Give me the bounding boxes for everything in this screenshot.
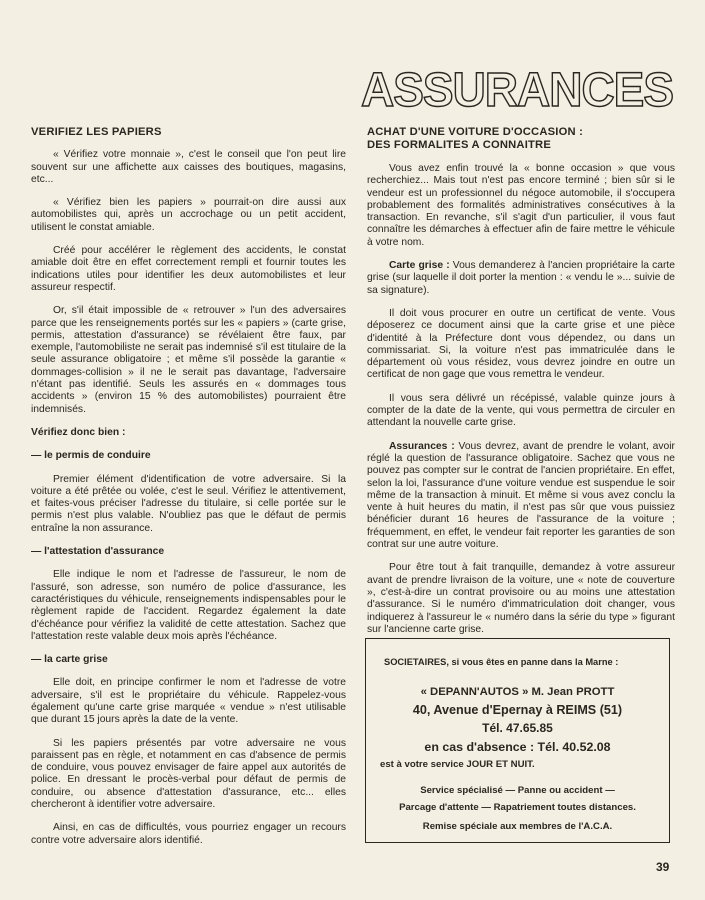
advert-specialized: Service spécialisé — Panne ou accident — [420, 785, 615, 796]
left-paragraph-1: « Vérifiez votre monnaie », c'est le conseil que l'on peut lire souvent sur une affichette aux caisses des boutiques, magasins, etc... [31, 149, 346, 185]
advert-service: est à votre service JOUR ET NUIT. [380, 759, 535, 770]
left-paragraph-6: Elle indique le nom et l'adresse de l'assureur, le nom de l'assuré, son adresse, son numéro de police d'assurance, les caractéristiques du véhicule, renseignements indispensables pour le règlement rapide de l'accident. Regardez également la date d'échéance pour vérifiez la validité de cette attestation. Sachez que l'attestation reste valable deux mois après l'échéance. [31, 569, 346, 642]
right-heading [367, 126, 675, 152]
right-paragraph-carte-grise [367, 260, 675, 297]
left-paragraph-7: Elle doit, en principe confirmer le nom et l'adresse de votre adversaire, s'il est le propriétaire du véhicule. Rappelez-vous également qu'une carte grise marquée « vendue » n'est utilisable que durant 15 jours après la date de la vente. [31, 677, 346, 726]
left-paragraph-3: Créé pour accélérer le règlement des accidents, le constat amiable doit être en effet correctement rempli et fournir toutes les indications utiles pour identifier les deux automobilistes et leur assureur respectif. [31, 245, 346, 293]
subheading-carte-grise: — la carte grise [31, 654, 108, 666]
right-heading-line-1: ACHAT D'UNE VOITURE D'OCCASION : [367, 126, 583, 138]
carte-grise-text: Vous demanderez à l'ancien propriétaire la carte grise (sur laquelle il doit porter la mention : « vendu le »... suivie de sa signature). [367, 260, 676, 296]
right-column [367, 126, 675, 647]
subheading-permis: — le permis de conduire [31, 450, 151, 462]
assurances-lead: Assurances : [389, 440, 455, 452]
banner-title: ASSURANCES [360, 61, 674, 117]
assurances-text: Vous devrez, avant de prendre le volant, avoir réglé la question de l'assurance obligatoire. Sachez que vous ne pouvez pas compter sur le contrat de l'ancien propriétaire. En effet, selon la loi, l'assurance d'une voiture vendue est suspendue le soir même de la transaction à minuit. Et même si vous avez conclu la vente à huit heures du matin, il n'est pas sûr que vous puissiez bénéficier durant 16 heures de l'assurance de la voiture ; fréquemment, en effet, le vendeur fait reporter les garanties de son contrat sur une autre voiture. [367, 440, 675, 551]
right-heading-line-2: DES FORMALITES A CONNAITRE [367, 139, 551, 151]
advert-absence-telephone: en cas d'absence : Tél. 40.52.08 [424, 740, 611, 754]
page-number: 39 [656, 860, 670, 874]
left-heading: VERIFIEZ LES PAPIERS [31, 126, 162, 138]
right-paragraph-6: Pour être tout à fait tranquille, demandez à votre assureur avant de prendre livraison de la voiture, une « note de couverture », c'est-à-dire un contrat provisoire ou au moins une attestation d'assurance. Si le numéro d'immatriculation doit changer, vous indiquerez à l'assureur le « numéro dans la série du type » figurant sur l'ancienne carte grise. [367, 562, 675, 635]
advert-intro: SOCIETAIRES, si vous êtes en panne dans la Marne : [384, 657, 619, 667]
right-paragraph-4: Il vous sera délivré un récépissé, valable quinze jours à compter de la date de la vente, qui vous permettra de circuler en attendant la nouvelle carte grise. [367, 392, 675, 429]
carte-grise-lead: Carte grise : [389, 260, 450, 272]
advert-telephone: Tél. 47.65.85 [482, 721, 553, 735]
advert-box [365, 638, 670, 843]
left-paragraph-8: Si les papiers présentés par votre adversaire ne vous paraissent pas en règle, et notamment en cas d'absence de permis de conduire, vous pouvez envisager de faire appel aux autorités de police. En dressant le procès-verbal pour défaut de permis de conduire, ou absence d'attestation d'assurance, etc... elles chercheront à identifier votre adversaire. [31, 737, 346, 811]
left-paragraph-4: Or, s'il était impossible de « retrouver » l'un des adversaires parce que les renseignements portés sur les « papiers » (carte grise, permis, attestation d'assurance) se révélaient être faux, par exemple, l'automobiliste ne serait pas indemnisé s'il est titulaire de la seule assurance obligatoire ; et même s'il possède la garantie « dommages-collision » il ne le serait pas davantage, l'adversaire n'étant pas identifié. Seuls les assurés en « dommages tous accidents » (environ 15 % des automobilistes) pourraient être indemnisés. [31, 305, 346, 415]
right-paragraph-1: Vous avez enfin trouvé la « bonne occasion » que vous recherchiez... Mais tout n'est pas encore terminé ; bien sûr si le vendeur est un professionnel du négoce automobile, il s'occupera probablement des formalités administratives consécutives à la transaction. En revanche, s'il s'agit d'un particulier, il vous faut connaître les démarches à effectuer afin de faire mettre le véhicule à votre nom. [367, 163, 675, 248]
section-banner [360, 61, 674, 117]
left-paragraph-9: Ainsi, en cas de difficultés, vous pourriez engager un recours contre votre adversaire alors identifié. [31, 822, 346, 846]
advert-discount: Remise spéciale aux membres de l'A.C.A. [422, 821, 613, 832]
right-paragraph-assurances [367, 441, 675, 552]
advert-address: 40, Avenue d'Epernay à REIMS (51) [412, 703, 623, 717]
left-column [31, 126, 346, 858]
advert-parcage: Parcage d'attente — Rapatriement toutes distances. [399, 802, 636, 813]
left-paragraph-2: « Vérifiez bien les papiers » pourrait-on dire aussi aux automobilistes qui, après un accrochage ou un petit accident, utilisent le constat amiable. [31, 197, 346, 233]
subheading-verifiez: Vérifiez donc bien : [31, 426, 126, 438]
right-paragraph-3: Il doit vous procurer en outre un certificat de vente. Vous déposerez ce document ainsi que la carte grise et une pièce d'identité à la Préfecture dont vous dépendez, ou dans un commissariat. Si, la voiture n'est pas immatriculée dans le département où vous résidez, vous devrez joindre en outre un certificat de non gage que vous remettra le vendeur. [367, 307, 675, 381]
subheading-attestation: — l'attestation d'assurance [31, 546, 165, 558]
advert-company: « DEPANN'AUTOS » M. Jean PROTT [420, 686, 615, 698]
left-paragraph-5: Premier élément d'identification de votre adversaire. Si la voiture a été prêtée ou volée, c'est le seul. Vérifiez le attentivement, et faites-vous préciser l'adresse du titulaire, si celle portée sur le permis n'est plus valable. N'oubliez pas que le défaut de permis entraîne la non assurance. [31, 473, 346, 534]
